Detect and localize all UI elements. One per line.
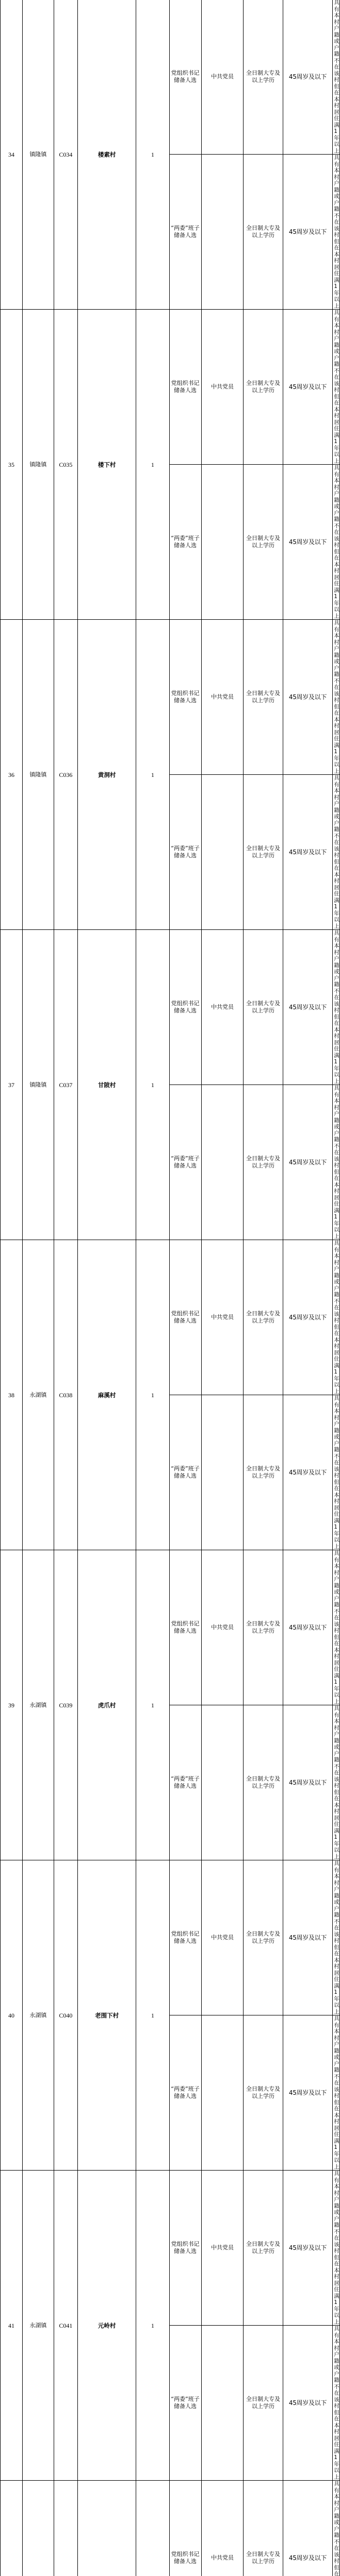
position-name: “两委”班子储备人选: [169, 465, 201, 620]
political-status-empty: [201, 2326, 244, 2481]
row-number: 36: [1, 620, 23, 930]
age-requirement: 45周岁及以下: [283, 1860, 333, 2015]
political-status: 中共党员: [201, 0, 244, 155]
table-row: [1, 620, 340, 775]
village-name: 楼下村: [78, 310, 136, 620]
position-name: 党组织书记储备人选: [169, 1860, 201, 2015]
education-requirement: 全日制大专及以上学历: [244, 465, 283, 620]
position-name: “两委”班子储备人选: [169, 2015, 201, 2171]
village-name: 黄洞村: [78, 620, 136, 930]
hire-count: 1: [136, 0, 169, 310]
table-row: [1, 1550, 340, 1705]
age-requirement: 45周岁及以下: [283, 1705, 333, 1860]
town-name: 镇隆镇: [23, 930, 54, 1240]
residence-requirement: 具有本村户籍或户籍不在该村但在本村居住满1年以上: [333, 465, 340, 620]
age-requirement: 45周岁及以下: [283, 775, 333, 930]
education-requirement: 全日制大专及以上学历: [244, 775, 283, 930]
row-number: 37: [1, 930, 23, 1240]
residence-requirement: 具有本村户籍或户籍不在该村但在本村居住满1年以上: [333, 1705, 340, 1860]
residence-requirement: 具有本村户籍或户籍不在该村但在本村居住满1年以上: [333, 1395, 340, 1550]
age-requirement: 45周岁及以下: [283, 2326, 333, 2481]
political-status-empty: [201, 775, 244, 930]
position-code: [54, 2481, 77, 2576]
age-requirement: 45周岁及以下: [283, 1240, 333, 1395]
education-requirement: 全日制大专及以上学历: [244, 155, 283, 310]
political-status: 中共党员: [201, 1860, 244, 2015]
position-name: 党组织书记储备人选: [169, 0, 201, 155]
village-name: 元岭村: [78, 2171, 136, 2481]
political-status-empty: [201, 155, 244, 310]
education-requirement: 全日制大专及以上学历: [244, 2015, 283, 2171]
town-name: 永湖镇: [23, 1860, 54, 2171]
age-requirement: 45周岁及以下: [283, 2015, 333, 2171]
age-requirement: 45周岁及以下: [283, 1395, 333, 1550]
position-code: C038: [54, 1240, 77, 1550]
education-requirement: 全日制大专及以上学历: [244, 1860, 283, 2015]
village-name: 虎爪村: [78, 1550, 136, 1860]
age-requirement: 45周岁及以下: [283, 620, 333, 775]
position-name: “两委”班子储备人选: [169, 155, 201, 310]
residence-requirement: 具有本村户籍或户籍不在该村但在本村居住满1年以上: [333, 930, 340, 1085]
age-requirement: 45周岁及以下: [283, 1550, 333, 1705]
age-requirement: 45周岁及以下: [283, 0, 333, 155]
hire-count: 1: [136, 2171, 169, 2481]
residence-requirement: 具有本村户籍或户籍不在该村但在本村居住满1年以上: [333, 310, 340, 465]
position-name: 党组织书记储备人选: [169, 620, 201, 775]
position-name: “两委”班子储备人选: [169, 1395, 201, 1550]
residence-requirement: 具有本村户籍或户籍不在该村但在本村居住满1年以上: [333, 620, 340, 775]
political-status: 中共党员: [201, 1240, 244, 1395]
education-requirement: 全日制大专及以上学历: [244, 620, 283, 775]
position-name: “两委”班子储备人选: [169, 775, 201, 930]
age-requirement: 45周岁及以下: [283, 155, 333, 310]
position-name: “两委”班子储备人选: [169, 2326, 201, 2481]
age-requirement: 45周岁及以下: [283, 1085, 333, 1240]
education-requirement: 全日制大专及以上学历: [244, 2171, 283, 2326]
village-name: 麻溪村: [78, 1240, 136, 1550]
age-requirement: 45周岁及以下: [283, 2171, 333, 2326]
position-code: C037: [54, 930, 77, 1240]
position-name: 党组织书记储备人选: [169, 930, 201, 1085]
residence-requirement: 具有本村户籍或户籍不在该村但在本村居住满1年以上: [333, 1240, 340, 1395]
village-name: 甘陂村: [78, 930, 136, 1240]
political-status-empty: [201, 1085, 244, 1240]
town-name: 镇隆镇: [23, 620, 54, 930]
education-requirement: 全日制大专及以上学历: [244, 2481, 283, 2576]
position-code: C036: [54, 620, 77, 930]
education-requirement: 全日制大专及以上学历: [244, 1395, 283, 1550]
table-row: [1, 2481, 340, 2576]
table-row: [1, 0, 340, 155]
political-status: 中共党员: [201, 310, 244, 465]
hire-count: [136, 2481, 169, 2576]
education-requirement: 全日制大专及以上学历: [244, 1705, 283, 1860]
row-number: 40: [1, 1860, 23, 2171]
residence-requirement: 具有本村户籍或户籍不在该村但在本村居住满1年以上: [333, 155, 340, 310]
education-requirement: 全日制大专及以上学历: [244, 1085, 283, 1240]
education-requirement: 全日制大专及以上学历: [244, 1240, 283, 1395]
town-name: 永湖镇: [23, 1550, 54, 1860]
village-name: 老围下村: [78, 1860, 136, 2171]
political-status-empty: [201, 2015, 244, 2171]
position-code: C040: [54, 1860, 77, 2171]
town-name: 永湖镇: [23, 1240, 54, 1550]
hire-count: 1: [136, 1240, 169, 1550]
residence-requirement: 具有本村户籍或户籍不在该村但在本村居住满1年以上: [333, 2326, 340, 2481]
town-name: 镇隆镇: [23, 0, 54, 310]
political-status: 中共党员: [201, 620, 244, 775]
table-row: [1, 930, 340, 1085]
row-number: 35: [1, 310, 23, 620]
hire-count: 1: [136, 310, 169, 620]
position-name: 党组织书记储备人选: [169, 1550, 201, 1705]
position-name: 党组织书记储备人选: [169, 310, 201, 465]
residence-requirement: 具有本村户籍或户籍不在该村但在本村居住满1年以上: [333, 2171, 340, 2326]
residence-requirement: 具有本村户籍或户籍不在该村但在本村居住满1年以上: [333, 775, 340, 930]
residence-requirement: 具有本村户籍或户籍不在该村但在本村居住满1年以上: [333, 1085, 340, 1240]
age-requirement: 45周岁及以下: [283, 2481, 333, 2576]
table-row: [1, 1860, 340, 2015]
village-name: [78, 2481, 136, 2576]
town-name: [23, 2481, 54, 2576]
position-name: 党组织书记储备人选: [169, 1240, 201, 1395]
residence-requirement: 具有本村户籍或户籍不在该村但在本村居住满1年以上: [333, 0, 340, 155]
political-status-empty: [201, 1395, 244, 1550]
hire-count: 1: [136, 1550, 169, 1860]
village-name: 楼素村: [78, 0, 136, 310]
row-number: 41: [1, 2171, 23, 2481]
town-name: 镇隆镇: [23, 310, 54, 620]
position-name: 党组织书记储备人选: [169, 2481, 201, 2576]
education-requirement: 全日制大专及以上学历: [244, 310, 283, 465]
hire-count: 1: [136, 1860, 169, 2171]
education-requirement: 全日制大专及以上学历: [244, 930, 283, 1085]
table-row: [1, 310, 340, 465]
table-row: [1, 2171, 340, 2326]
position-code: C039: [54, 1550, 77, 1860]
residence-requirement: 具有本村户籍或户籍不在该村但在本村居住满1年以上: [333, 1550, 340, 1705]
political-status: 中共党员: [201, 2171, 244, 2326]
row-number: 39: [1, 1550, 23, 1860]
town-name: 永湖镇: [23, 2171, 54, 2481]
hire-count: 1: [136, 620, 169, 930]
political-status: 中共党员: [201, 1550, 244, 1705]
political-status-empty: [201, 465, 244, 620]
education-requirement: 全日制大专及以上学历: [244, 0, 283, 155]
education-requirement: 全日制大专及以上学历: [244, 1550, 283, 1705]
residence-requirement: 具有本村户籍或户籍不在该村但在本村居住满1年以上: [333, 1860, 340, 2015]
position-name: “两委”班子储备人选: [169, 1705, 201, 1860]
political-status: 中共党员: [201, 930, 244, 1085]
position-name: “两委”班子储备人选: [169, 1085, 201, 1240]
row-number: 34: [1, 0, 23, 310]
residence-requirement: 具有本村户籍或户籍不在该村但在本村居住满1年以上: [333, 2015, 340, 2171]
age-requirement: 45周岁及以下: [283, 930, 333, 1085]
age-requirement: 45周岁及以下: [283, 465, 333, 620]
residence-requirement: 具有本村户籍或户籍不在该村但在: [333, 2481, 340, 2576]
political-status-empty: [201, 1705, 244, 1860]
position-code: C035: [54, 310, 77, 620]
age-requirement: 45周岁及以下: [283, 310, 333, 465]
row-number: [1, 2481, 23, 2576]
political-status: 中共党员: [201, 2481, 244, 2576]
education-requirement: 全日制大专及以上学历: [244, 2326, 283, 2481]
position-code: C041: [54, 2171, 77, 2481]
hire-count: 1: [136, 930, 169, 1240]
position-name: 党组织书记储备人选: [169, 2171, 201, 2326]
position-code: C034: [54, 0, 77, 310]
table-row: [1, 1240, 340, 1395]
row-number: 38: [1, 1240, 23, 1550]
